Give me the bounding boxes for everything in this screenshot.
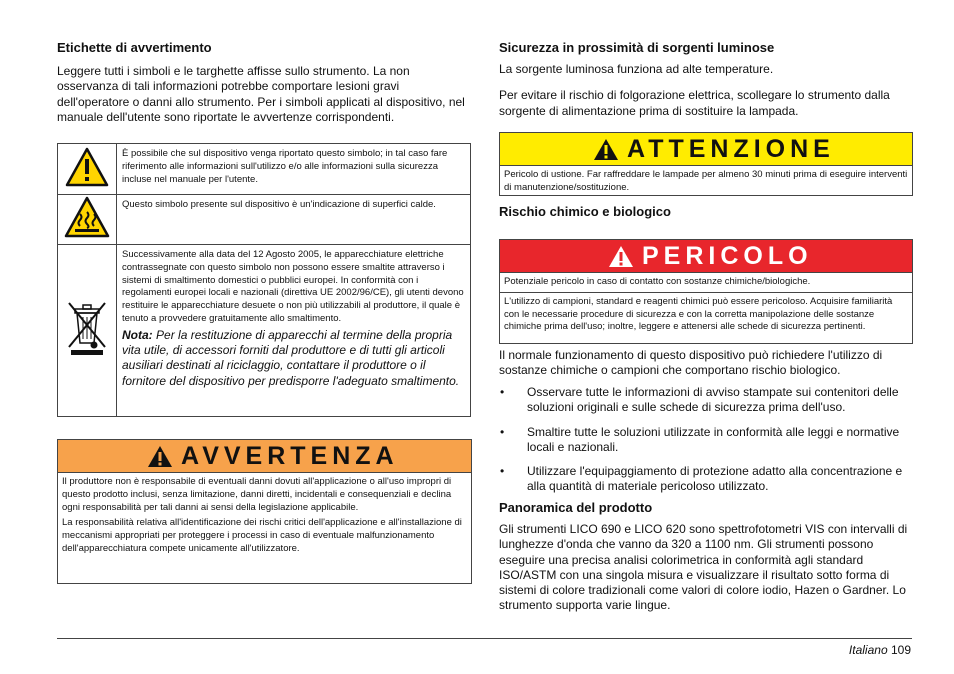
symbol-description: Questo simbolo presente sul dispositivo è un'indicazione di superfici calde. [117,195,471,245]
table-row [58,144,471,195]
section-heading-product-overview: Panoramica del prodotto [499,500,653,515]
danger-box [499,239,913,344]
table-row [58,245,471,417]
warning-triangle-icon [65,147,109,187]
danger-paragraph: L'utilizzo di campioni, standard e reagenti chimici può essere pericoloso. Acquisire familiarità con le necessarie procedure di sicurezza e con la corretta manipolazione delle sostanze chimiche prima dell'uso; inoltre, leggere e attenersi alle schede di sicurezza pertinenti. [500,292,912,334]
danger-header [500,240,912,272]
caution-body: Pericolo di ustione. Far raffreddare le lampade per almeno 30 minuti prima di eseguire interventi di manutenzione/sostituzione. [500,165,912,198]
warning-header [58,440,471,472]
list-item: • Smaltire tutte le soluzioni utilizzate in conformità alle leggi e normative locali e nazionali. [499,425,911,456]
section-heading-warning-labels: Etichette di avvertimento [57,40,212,55]
warning-body [58,472,471,559]
symbol-description: È possibile che sul dispositivo venga riportato questo simbolo; in tal caso fare riferimento alle informazioni sull'utilizzo e/o alle informazioni sulla sicurezza incluse nel manuale per l'utente. [117,144,471,195]
caution-box [499,132,913,196]
caution-header [500,133,912,165]
symbol-description [117,245,471,417]
paragraph: Per evitare il rischio di folgorazione elettrica, scollegare lo strumento dalla sorgente di alimentazione prima di sostituire la lampada. [499,88,890,118]
crossed-bin-icon [65,299,109,357]
warning-paragraph: La responsabilità relativa all'identificazione dei rischi critici dell'applicazione e all'installazione di meccanismi appropriati per proteggere i processi in caso di eventuale malfunzionamento dell'apparecchiatura compete unicamente all'utilizzatore. [62,517,462,554]
symbol-cell [58,195,117,245]
list-item: • Osservare tutte le informazioni di avviso stampate sui contenitori delle soluzioni originali e sulle schede di sicurezza prima dell'uso. [499,385,911,416]
symbol-cell [58,245,117,417]
list-item: • Utilizzare l'equipaggiamento di protezione adatto alla concentrazione e alla quantità di materiale pericoloso utilizzato. [499,464,911,495]
warning-triangle-icon [147,445,173,468]
paragraph: Il normale funzionamento di questo dispositivo può richiedere l'utilizzo di sostanze chimiche o campioni che comportano rischio biologico. [499,348,883,378]
danger-title: PERICOLO [642,241,813,270]
section-heading-chemical-risk: Rischio chimico e biologico [499,204,671,219]
footer-divider [57,638,912,639]
warning-paragraph: Il produttore non è responsabile di eventuali danni dovuti all'applicazione o all'uso impropri di questo prodotto inclusi, senza limitazione, danni diretti, incidentali e consequenziali e declina ogni responsabilità per tali danni ai sensi della legislazione applicabile. [62,476,452,513]
footer-language: Italiano [848,643,888,657]
caution-title: ATTENZIONE [627,134,835,163]
table-row [58,195,471,245]
footer [849,643,911,657]
symbol-cell [58,144,117,195]
bullet-list [499,385,911,504]
page-number: 109 [890,643,911,657]
danger-body [500,272,912,337]
warning-triangle-icon [608,245,634,268]
note-text: Per la restituzione di apparecchi al termine della propria vita utile, di accessori forniti dal produttore e di tutti gli articoli ausiliari destinati al riciclaggio, contattare il produttore o il fornitore del dispositivo per predisporre l'adeguato smaltimento. [122,327,460,388]
warning-box [57,439,472,584]
weee-text: Successivamente alla data del 12 Agosto 2005, le apparecchiature elettriche contrassegnate con questo simbolo non possono essere smaltite attraverso i sistemi di smaltimento domestici o pubblici europei. In conformità con i regolamenti europei locali e nazionali (direttiva UE 2002/96/CE), gli utenti devono restituire le apparecchiature desuete o non più utilizzabili al produttore, il quale è tenuto a provvedere gratuitamente allo smaltimento. [122,249,464,324]
right-column [499,40,911,119]
note-paragraph [122,328,465,389]
warning-triangle-icon [593,138,619,161]
paragraph: La sorgente luminosa funziona ad alte temperature. [499,62,774,76]
paragraph: Gli strumenti LICO 690 e LICO 620 sono spettrofotometri VIS con intervalli di lunghezze d'onda che vanno da 320 a 1100 nm. Gli strumenti possono eseguire una precisa analisi colorimetrica in conformità agli standard ISO/ASTM con una singola misura e visualizzare il risultato sotto forma di sistemi di colore tradizionali come valori di colore iodio, Hazen o Gardner. Lo strumento supporta varie lingue. [499,522,908,613]
section-heading-light-source: Sicurezza in prossimità di sorgenti luminose [499,40,775,55]
symbols-table [57,143,471,417]
intro-paragraph: Leggere tutti i simboli e le targhette affisse sullo strumento. La non osservanza di tali informazioni potrebbe comportare lesioni gravi dell'operatore o danni allo strumento. Per i simboli applicati al dispositivo, nel manuale dell'utente sono riportate le avvertenze corrispondenti. [57,64,465,124]
note-label: Nota: [122,327,153,342]
warning-title: AVVERTENZA [181,441,399,470]
hot-surface-icon [64,196,110,238]
danger-paragraph: Potenziale pericolo in caso di contatto con sostanze chimiche/biologiche. [504,276,811,287]
left-column [57,40,471,125]
